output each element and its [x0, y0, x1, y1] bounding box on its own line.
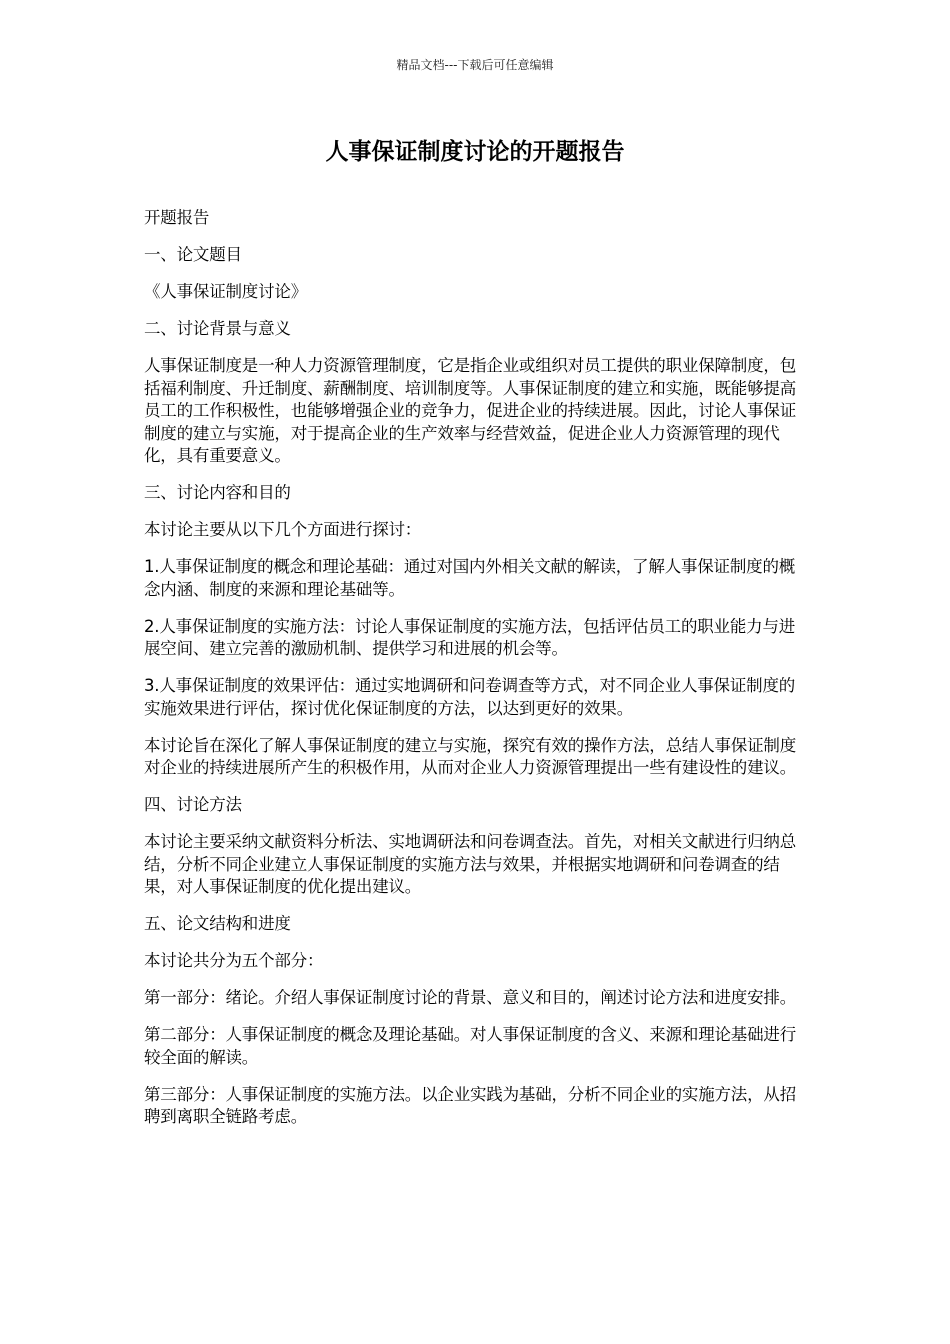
- paragraph-part-1: 第一部分：绪论。介绍人事保证制度讨论的背景、意义和目的，阐述讨论方法和进度安排。: [144, 988, 797, 1007]
- paragraph-label-report: 开题报告: [144, 208, 210, 227]
- list-item-1: 1.人事保证制度的概念和理论基础：通过对国内外相关文献的解读，了解人事保证制度的概念内涵、制度的来源和理论基础等。: [144, 557, 796, 599]
- section-heading-content: 三、讨论内容和目的: [144, 483, 291, 502]
- page-header: 精品文档---下载后可任意编辑: [396, 58, 554, 72]
- paragraph-method: 本讨论主要采纳文献资料分析法、实地调研法和问卷调查法。首先，对相关文献进行归纳总结，分析不同企业建立人事保证制度的实施方法与效果，并根据实地调研和问卷调查的结果，对人事保证制度的优化提出建议。: [144, 832, 797, 896]
- section-heading-background: 二、讨论背景与意义: [144, 319, 291, 338]
- list-item-2: 2.人事保证制度的实施方法：讨论人事保证制度的实施方法，包括评估员工的职业能力与进展空间、建立完善的激励机制、提供学习和进展的机会等。: [144, 616, 796, 658]
- paragraph-structure-intro: 本讨论共分为五个部分：: [144, 951, 324, 970]
- list-item-3: 3.人事保证制度的效果评估：通过实地调研和问卷调查等方式，对不同企业人事保证制度的实施效果进行评估，探讨优化保证制度的方法，以达到更好的效果。: [144, 676, 796, 718]
- paragraph-purpose: 本讨论旨在深化了解人事保证制度的建立与实施，探究有效的操作方法，总结人事保证制度对企业的持续进展所产生的积极作用，从而对企业人力资源管理提出一些有建设性的建议。: [144, 735, 797, 777]
- paragraph-content-intro: 本讨论主要从以下几个方面进行探讨：: [144, 520, 422, 539]
- paragraph-part-3: 第三部分：人事保证制度的实施方法。以企业实践为基础，分析不同企业的实施方法，从招聘到离职全链路考虑。: [144, 1084, 797, 1126]
- section-heading-topic: 一、论文题目: [144, 245, 242, 264]
- paragraph-part-2: 第二部分：人事保证制度的概念及理论基础。对人事保证制度的含义、来源和理论基础进行较全面的解读。: [144, 1025, 797, 1067]
- section-heading-structure: 五、论文结构和进度: [144, 914, 291, 933]
- document-body: [144, 207, 806, 1143]
- paragraph-background: 人事保证制度是一种人力资源管理制度，它是指企业或组织对员工提供的职业保障制度，包括福利制度、升迁制度、薪酬制度、培训制度等。人事保证制度的建立和实施，既能够提高员工的工作积极性，也能够增强企业的竞争力，促进企业的持续进展。因此，讨论人事保证制度的建立与实施，对于提高企业的生产效率与经营效益，促进企业人力资源管理的现代化，具有重要意义。: [144, 356, 797, 465]
- section-heading-method: 四、讨论方法: [144, 795, 242, 814]
- paragraph-topic-title: 《人事保证制度讨论》: [144, 282, 308, 301]
- document-title: 人事保证制度讨论的开题报告: [325, 139, 625, 165]
